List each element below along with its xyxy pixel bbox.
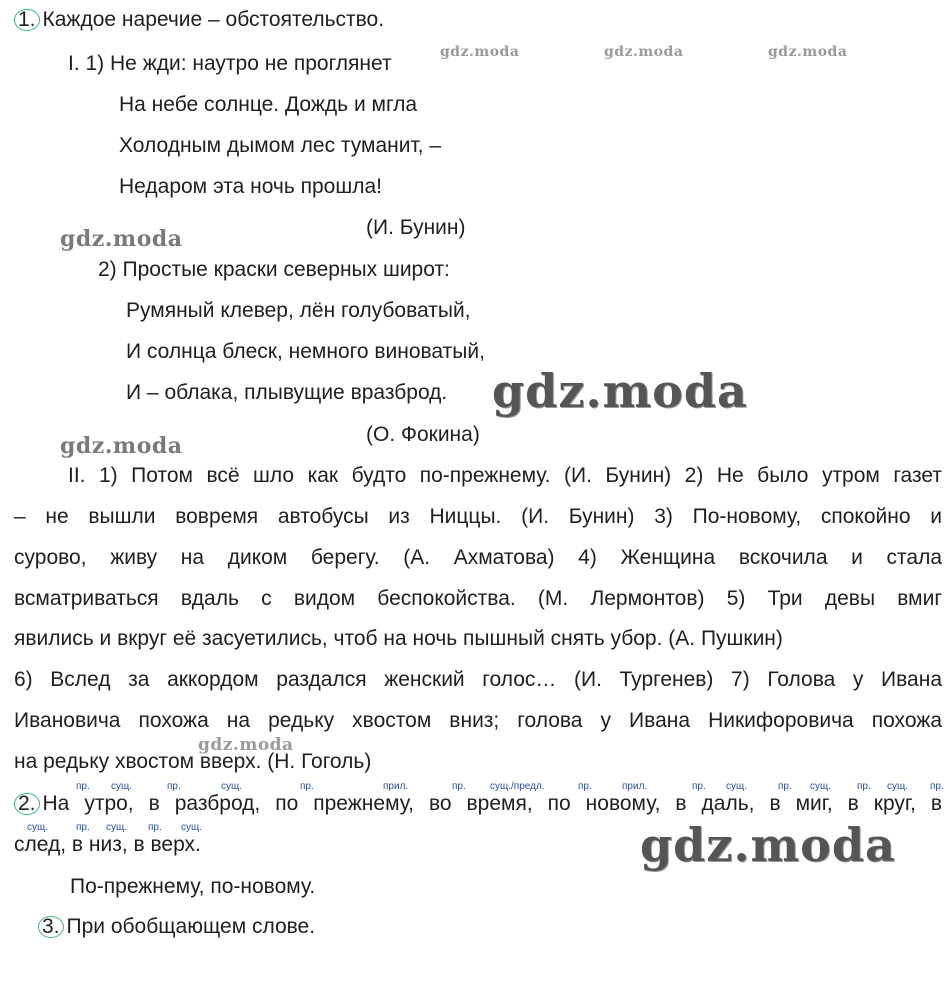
pos-mark: пр.	[76, 822, 90, 833]
task-3-number: 3.	[38, 916, 64, 938]
part-2-line-2: – не вышли вовремя автобусы из Ниццы. (И. Бунин) 3) По-новому, спокойно и	[14, 505, 942, 528]
watermark: gdz.moda	[768, 44, 848, 60]
pos-mark: сущ.	[887, 781, 909, 792]
watermark: gdz.moda	[60, 226, 183, 252]
watermark: gdz.moda	[640, 818, 896, 872]
pos-mark: пр.	[578, 781, 592, 792]
pos-mark: пр.	[167, 781, 181, 792]
poem-1-author: (И. Бунин)	[366, 216, 466, 239]
pos-mark: сущ.	[221, 781, 243, 792]
part-2-line-1: II. 1) Потом всё шло как будто по-прежнему. (И. Бунин) 2) Не было утром газет	[68, 464, 942, 487]
poem-2-author: (О. Фокина)	[366, 423, 480, 446]
watermark: gdz.moda	[198, 735, 294, 755]
watermark: gdz.moda	[492, 364, 748, 418]
poem-2-line-1: 2) Простые краски северных широт:	[98, 258, 450, 281]
poem-2-line-2: Румяный клевер, лён голубоватый,	[126, 299, 471, 322]
pos-mark: сущ.	[111, 781, 133, 792]
task-2-line-1	[14, 792, 942, 816]
poem-1-line-3: Холодным дымом лес туманит, –	[119, 134, 442, 157]
task-1-heading	[14, 8, 384, 32]
task-2-number: 2.	[14, 793, 40, 815]
pos-mark: сущ.	[810, 781, 832, 792]
pos-mark: пр.	[930, 781, 944, 792]
task-2-line-2: след, в низ, в верх.	[14, 833, 201, 856]
pos-mark: сущ./предл.	[490, 781, 545, 792]
poem-1-line-1: I. 1) Не жди: наутро не проглянет	[68, 52, 392, 75]
task-1-number: 1.	[14, 9, 40, 31]
pos-mark: пр.	[778, 781, 792, 792]
watermark: gdz.moda	[440, 44, 520, 60]
part-2-line-4: всматриваться вдаль с видом беспокойства. (М. Лермонтов) 5) Три девы вмиг	[14, 587, 942, 610]
part-2-line-7: Ивановича похожа на редьку хвостом вниз; голова у Ивана Никифоровича похожа	[14, 709, 942, 732]
task-1-title: Каждое наречие – обстоятельство.	[42, 8, 385, 31]
pos-mark: сущ.	[27, 822, 49, 833]
task-3-line	[38, 915, 315, 939]
task-3-text: При обобщающем слове.	[66, 915, 316, 938]
part-2-line-8: на редьку хвостом вверх. (Н. Гоголь)	[14, 750, 372, 773]
part-2-line-6: 6) Вслед за аккордом раздался женский голос… (И. Тургенев) 7) Голова у Ивана	[14, 668, 942, 691]
pos-mark: сущ.	[181, 822, 203, 833]
part-2-line-3: сурово, живу на диком берегу. (А. Ахматова) 4) Женщина вскочила и стала	[14, 546, 942, 569]
pos-mark: пр.	[452, 781, 466, 792]
watermark: gdz.moda	[604, 44, 684, 60]
part-2-line-5: явились и вкруг её засуетились, чтоб на ночь пышный снять убор. (А. Пушкин)	[14, 627, 783, 650]
task-2-answer: По-прежнему, по-новому.	[70, 875, 316, 898]
poem-2-line-3: И солнца блеск, немного виноватый,	[126, 340, 485, 363]
pos-mark: сущ.	[106, 822, 128, 833]
pos-mark: пр.	[692, 781, 706, 792]
pos-mark: пр.	[857, 781, 871, 792]
pos-mark: пр.	[148, 822, 162, 833]
poem-1-line-4: Недаром эта ночь прошла!	[119, 175, 382, 198]
pos-mark: пр.	[76, 781, 90, 792]
poem-1-line-2: На небе солнце. Дождь и мгла	[119, 93, 418, 116]
pos-mark: пр.	[300, 781, 314, 792]
watermark: gdz.moda	[60, 433, 183, 459]
poem-2-line-4: И – облака, плывущие вразброд.	[126, 381, 448, 404]
pos-mark: прил.	[383, 781, 409, 792]
pos-mark: прил.	[622, 781, 648, 792]
task-2-text-1: На утро, в разброд, по прежнему, во время, по новому, в даль, в миг, в круг, в	[42, 792, 942, 815]
pos-mark: сущ.	[726, 781, 748, 792]
